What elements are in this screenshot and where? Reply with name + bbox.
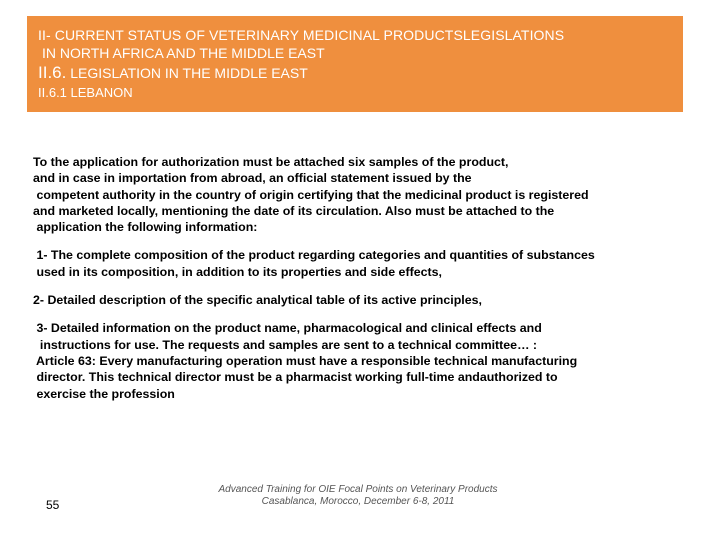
header-line-4: II.6.1 LEBANON — [38, 85, 133, 100]
text-line: 3- Detailed information on the product name, pharmacological and clinical effects and — [33, 321, 542, 336]
item-1-paragraph — [33, 247, 693, 280]
page-number: 55 — [46, 498, 60, 512]
text-line: instructions for use. The requests and samples are sent to a technical committee… : — [33, 337, 538, 352]
footer-line-2: Casablanca, Morocco, December 6-8, 2011 — [261, 496, 455, 507]
header-line-3 — [38, 63, 683, 83]
intro-paragraph — [33, 154, 693, 235]
text-line: competent authority in the country of origin certifying that the medicinal product is registered — [33, 187, 589, 202]
header-line-2: IN NORTH AFRICA AND THE MIDDLE EAST — [42, 45, 325, 61]
text-line: used in its composition, in addition to its properties and side effects, — [33, 264, 442, 279]
text-line: and in case in importation from abroad, an official statement issued by the — [33, 171, 472, 186]
text-line: Article 63: Every manufacturing operation must have a responsible technical manufacturing — [33, 353, 578, 368]
item-2-paragraph — [33, 292, 693, 308]
footer-line-1: Advanced Training for OIE Focal Points on Veterinary Products — [218, 484, 498, 495]
header-line-1: II- CURRENT STATUS OF VETERINARY MEDICINAL PRODUCTSLEGISLATIONS — [38, 27, 565, 43]
text-line: application the following information: — [33, 220, 258, 235]
section-title: LEGISLATION IN THE MIDDLE EAST — [66, 65, 308, 81]
text-line: director. This technical director must be a pharmacist working full-time andauthorized to — [33, 370, 558, 385]
section-number: II.6. — [38, 63, 67, 82]
text-line: To the application for authorization must be attached six samples of the product, — [33, 155, 509, 169]
text-line: 2- Detailed description of the specific analytical table of its active principles, — [33, 293, 482, 308]
slide-body — [33, 154, 693, 402]
item-3-paragraph — [33, 320, 693, 401]
text-line: and marketed locally, mentioning the date of its circulation. Also must be attached to the — [33, 203, 555, 218]
slide-header — [27, 16, 683, 112]
text-line: 1- The complete composition of the product regarding categories and quantities of substances — [33, 248, 595, 263]
slide-footer — [188, 484, 528, 508]
text-line: exercise the profession — [33, 386, 175, 401]
